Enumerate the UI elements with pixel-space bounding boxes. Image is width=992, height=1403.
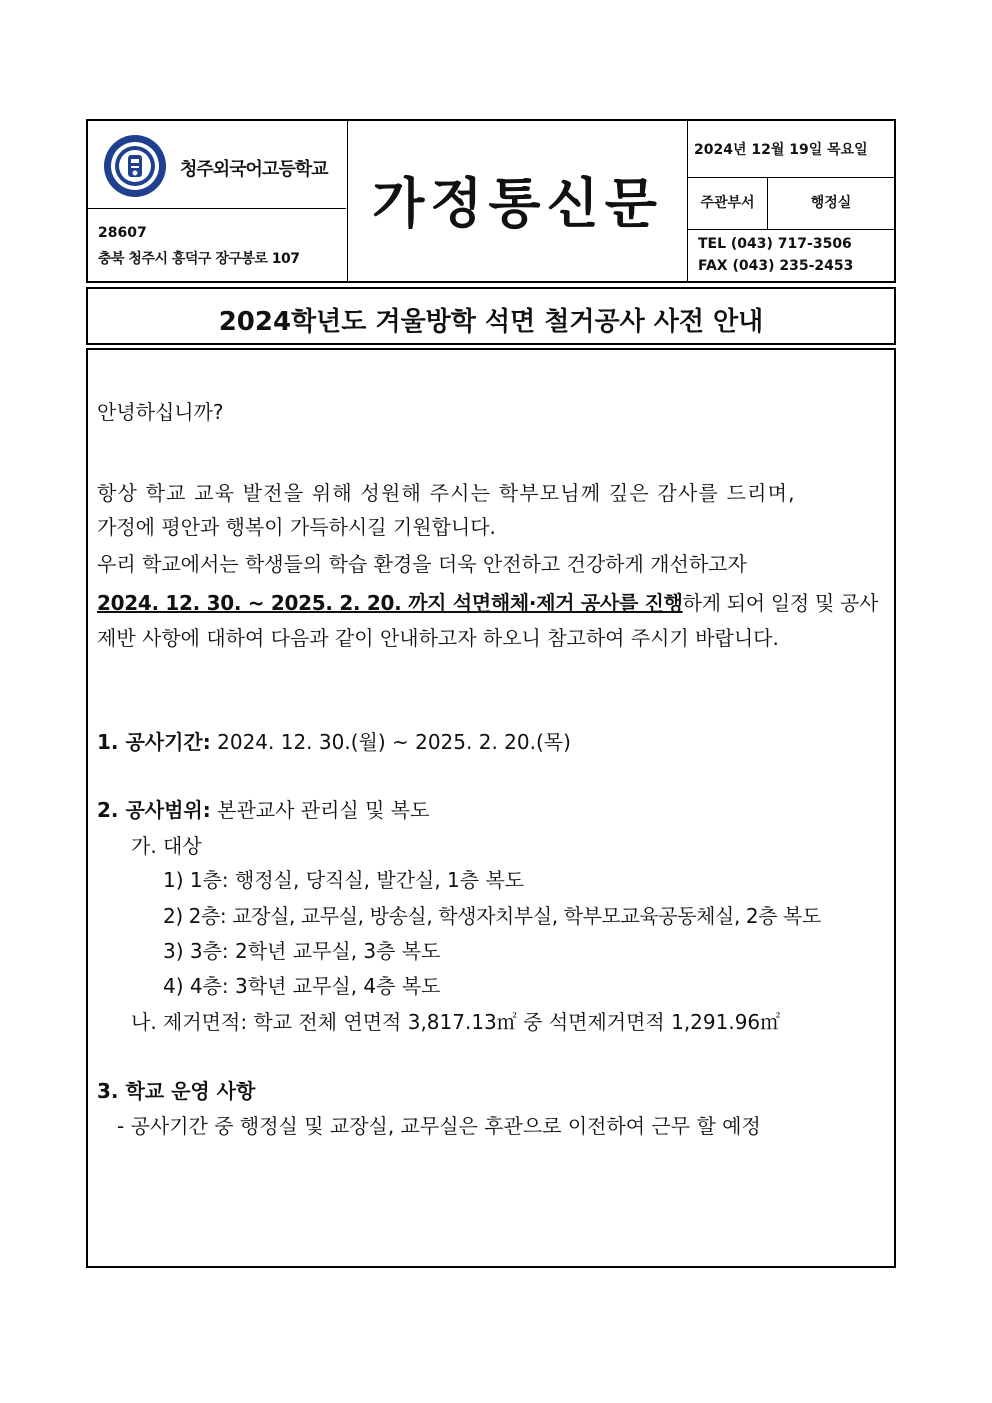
greeting: 안녕하십니까? [97,400,224,424]
floor-item: 1) 1층: 행정실, 당직실, 발간실, 1층 복도 [163,868,525,892]
section-label: 2. 공사범위: [97,798,211,822]
school-seal-icon [102,133,168,199]
floor-item: 4) 4층: 3학년 교무실, 4층 복도 [163,974,441,998]
school-name: 청주외국어고등학교 [180,159,328,180]
telephone: TEL (043) 717-3506 [698,236,852,252]
issue-date: 2024년 12월 19일 목요일 [694,142,868,158]
department-row [688,178,894,230]
section-value: 2024. 12. 30.(월) ~ 2025. 2. 20.(목) [210,730,571,754]
fax: FAX (043) 235-2453 [698,258,854,274]
section-2 [97,797,429,823]
paragraph-line [97,590,878,616]
meta-cell [688,121,894,281]
section-value: 본관교사 관리실 및 복도 [210,798,430,822]
subject-title: 2024학년도 겨울방학 석면 철거공사 사전 안내 [218,307,764,337]
doc-title: 가정통신문 [372,172,663,235]
paragraph-line: 항상 학교 교육 발전을 위해 성원해 주시는 학부모님께 깊은 감사를 드리며, [97,481,796,505]
school-logo-row [88,121,346,209]
letterhead [86,119,896,283]
postcode: 28607 [98,225,147,241]
department-value: 행정실 [810,195,852,211]
paragraph-text: 하게 되어 일정 및 공사 [682,591,879,615]
section-1 [97,729,571,755]
paragraph-line: 가정에 평안과 행복이 가득하시길 기원합니다. [97,515,496,539]
section-label: 1. 공사기간: [97,730,211,754]
section-3-heading: 3. 학교 운영 사항 [97,1079,256,1103]
paragraph-line: 우리 학교에서는 학생들의 학습 환경을 더욱 안전하고 건강하게 개선하고자 [97,552,747,576]
removal-area: 나. 제거면적: 학교 전체 연면적 3,817.13㎡ 중 석면제거면적 1,291.96㎡ [131,1010,781,1034]
sub-heading: 가. 대상 [131,834,202,858]
paragraph-line: 제반 사항에 대하여 다음과 같이 안내하고자 하오니 참고하여 주시기 바랍니다. [97,626,779,650]
department-label: 주관부서 [688,178,768,229]
floor-item: 2) 2층: 교장실, 교무실, 방송실, 학생자치부실, 학부모교육공동체실, 2층 복도 [163,904,821,928]
date-row [688,121,894,178]
section-3-item: - 공사기간 중 행정실 및 교장실, 교무실은 후관으로 이전하여 근무 할 예정 [117,1114,761,1138]
doc-title-cell [348,121,688,281]
school-info-cell [88,121,348,281]
subject-box [86,287,896,345]
floor-item: 3) 3층: 2학년 교무실, 3층 복도 [163,939,441,963]
construction-period-emphasis: 2024. 12. 30. ~ 2025. 2. 20. 까지 석면해체·제거 공사를 진행 [97,591,683,615]
school-address: 충북 청주시 흥덕구 장구봉로 107 [98,251,300,267]
